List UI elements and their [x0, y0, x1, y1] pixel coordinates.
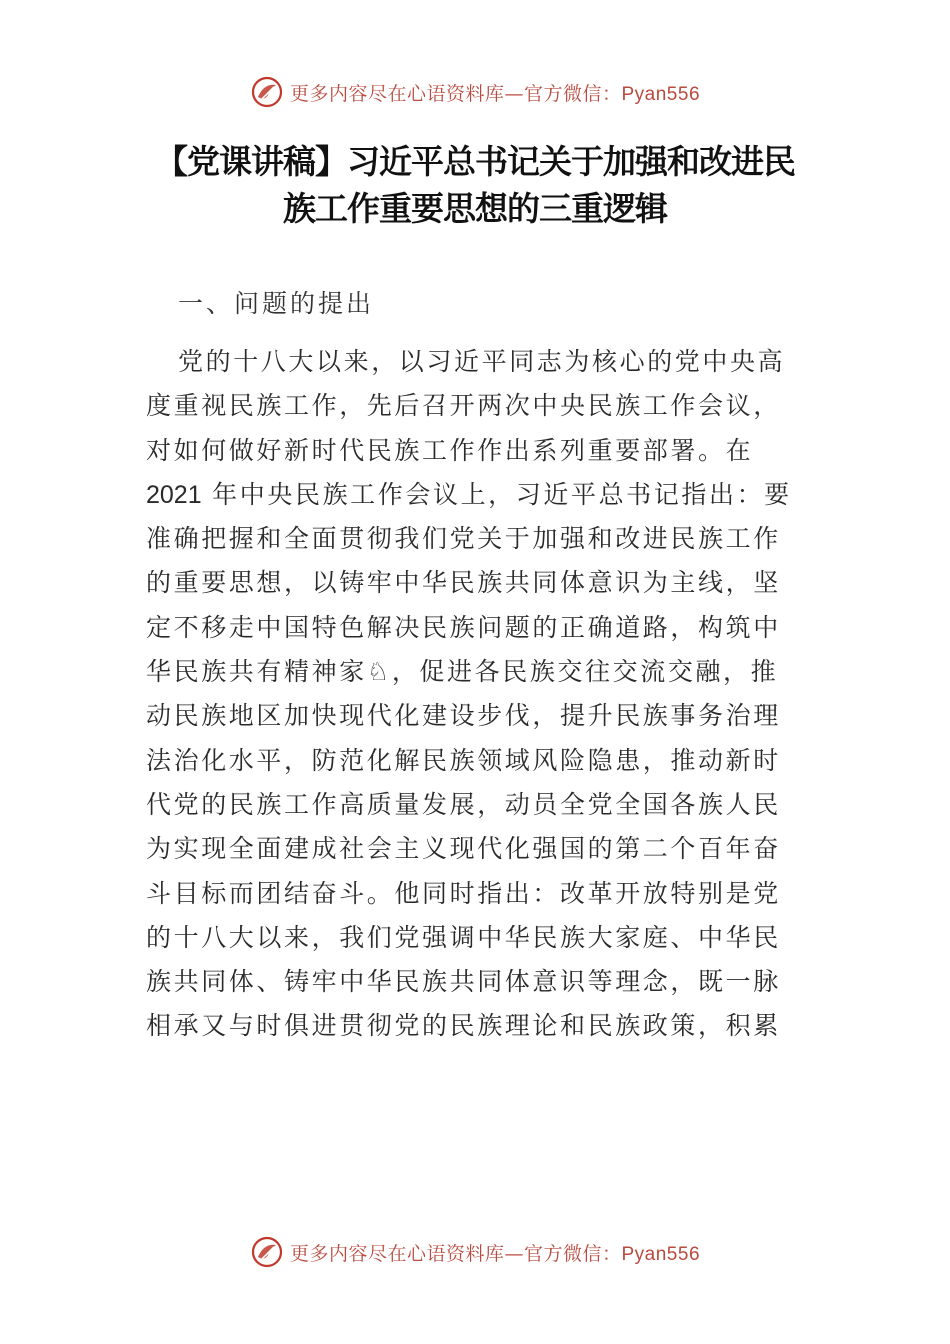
- body-line: 法治化水平，防范化解民族领域风险隐患，推动新时: [146, 745, 781, 775]
- footer-watermark: [0, 1232, 950, 1272]
- body-line: 党的十八大以来，以习近平同志为核心的党中央高: [178, 347, 786, 376]
- title-line-2: 族工作重要思想的三重逻辑: [283, 189, 667, 228]
- body-paragraph: [146, 340, 806, 1049]
- body-line: 华民族共有精神家♘，促进各民族交往交流交融，推: [146, 657, 779, 687]
- body-line: 族共同体、铸牢中华民族共同体意识等理念，既一脉: [146, 967, 781, 997]
- section-heading: 一、问题的提出: [178, 289, 375, 318]
- watermark-text: 更多内容尽在心语资料库—官方微信：Pyan556: [289, 1242, 701, 1265]
- body-line: 准确把握和全面贯彻我们党关于加强和改进民族工作: [146, 524, 781, 554]
- body-line: 度重视民族工作，先后召开两次中央民族工作会议，: [146, 391, 781, 421]
- body-line: 代党的民族工作高质量发展，动员全党全国各族人民: [146, 789, 781, 819]
- body-line: 为实现全面建成社会主义现代化强国的第二个百年奋: [146, 834, 781, 864]
- body-line: [146, 473, 806, 517]
- body-line-text: 年中央民族工作会议上，习近平总书记指出：要: [212, 479, 792, 509]
- body-line: 的重要思想，以铸牢中华民族共同体意识为主线，坚: [146, 568, 781, 598]
- title-line-1: 【党课讲稿】习近平总书记关于加强和改进民: [155, 142, 795, 181]
- watermark-logo-icon: [250, 75, 284, 109]
- body-line: 的十八大以来，我们党强调中华民族大家庭、中华民: [146, 922, 781, 952]
- header-watermark: [0, 72, 950, 112]
- watermark-id: Pyan556: [621, 83, 701, 105]
- body-line: 定不移走中国特色解决民族问题的正确道路，构筑中: [146, 612, 781, 642]
- year-number: 2021: [146, 480, 202, 509]
- body-line: 相承又与时俱进贯彻党的民族理论和民族政策，积累: [146, 1011, 781, 1041]
- body-line: 斗目标而团结奋斗。他同时指出：改革开放特别是党: [146, 878, 781, 908]
- watermark-id: Pyan556: [621, 1243, 701, 1265]
- watermark-text: 更多内容尽在心语资料库—官方微信：Pyan556: [289, 82, 701, 105]
- watermark-logo-icon: [250, 1235, 284, 1269]
- body-line: 动民族地区加快现代化建设步伐，提升民族事务治理: [146, 701, 781, 731]
- document-title: [140, 138, 810, 232]
- body-line: 对如何做好新时代民族工作作出系列重要部署。在: [146, 435, 754, 465]
